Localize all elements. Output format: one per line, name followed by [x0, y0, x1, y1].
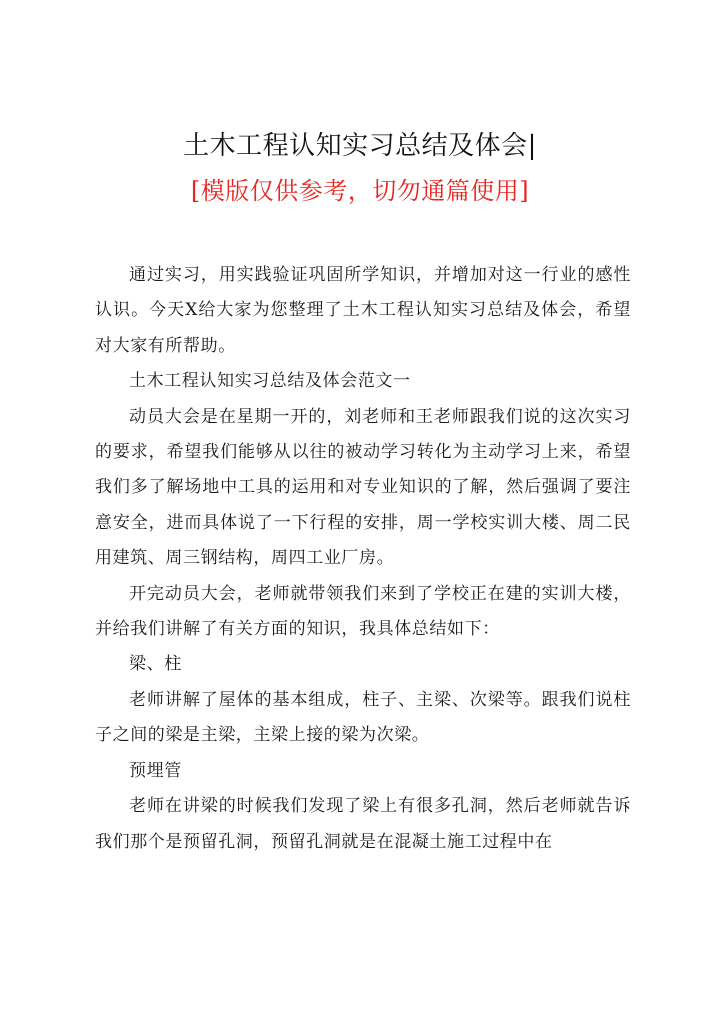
document-body: [95, 258, 631, 860]
intro-paragraph: 通过实习，用实践验证巩固所学知识，并增加对这一行业的感性认识。今天X给大家为您整理了土木工程认知实习总结及体会，希望对大家有所帮助。: [95, 265, 631, 356]
template-disclaimer: [模版仅供参考，切勿通篇使用]: [190, 177, 530, 205]
body-paragraph: 老师在讲梁的时候我们发现了梁上有很多孔洞，然后老师就告诉我们那个是预留孔洞，预留孔洞就是在混凝土施工过程中在: [95, 796, 631, 852]
subheading-embedded-pipe: 预埋管: [129, 760, 182, 781]
document-title: 土木工程认知实习总结及体会|: [183, 131, 537, 161]
body-paragraph: 开完动员大会，老师就带领我们来到了学校正在建的实训大楼，并给我们讲解了有关方面的知识，我具体总结如下：: [95, 583, 631, 640]
subheading-beam-column: 梁、柱: [129, 654, 182, 675]
body-paragraph: 动员大会是在星期一开的，刘老师和王老师跟我们说的这次实习的要求，希望我们能够从以往的被动学习转化为主动学习上来，希望我们多了解场地中工具的运用和对专业知识的了解，然后强调了要注意安全，进而具体说了一下行程的安排，周一学校实训大楼、周二民用建筑、周三钢结构，周四工业厂房。: [95, 406, 631, 569]
body-paragraph: 老师讲解了屋体的基本组成，柱子、主梁、次梁等。跟我们说柱子之间的梁是主梁，主梁上接的梁为次梁。: [95, 689, 631, 746]
section-heading-sample-one: 土木工程认知实习总结及体会范文一: [129, 371, 411, 392]
